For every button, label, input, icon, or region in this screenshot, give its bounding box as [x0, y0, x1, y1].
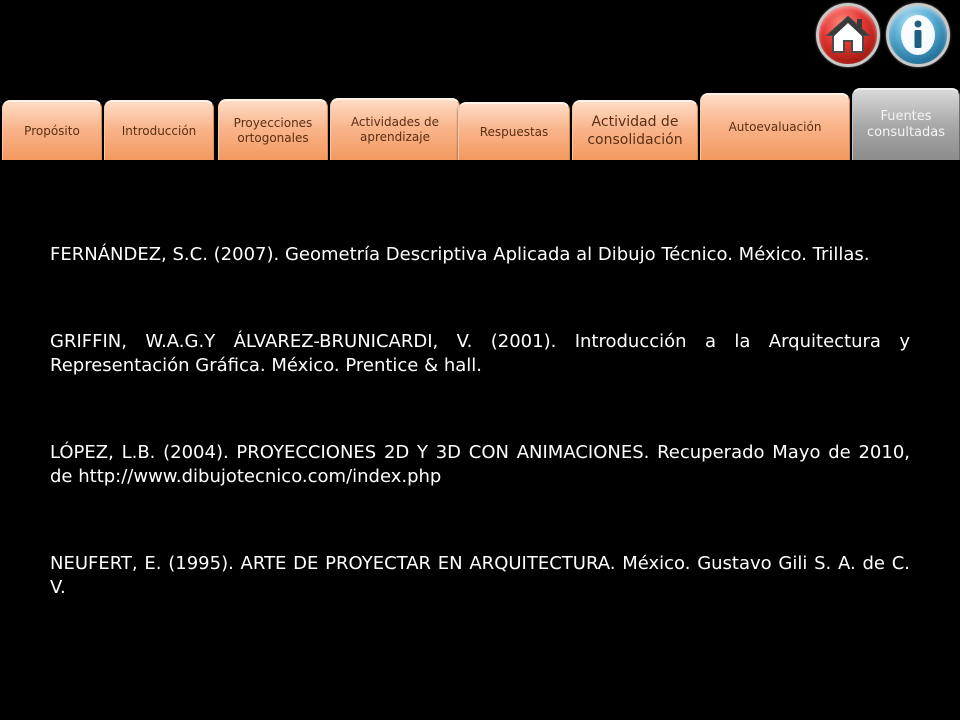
reference-entry: GRIFFIN, W.A.G.Y ÁLVAREZ-BRUNICARDI, V. (2001). Introducción a la Arquitectura y Representación Gráfica. México. Prentice & hall.	[50, 331, 910, 376]
tab-label: Actividades de aprendizaje	[350, 115, 440, 144]
reference-list	[50, 243, 910, 600]
reference-entry: NEUFERT, E. (1995). ARTE DE PROYECTAR EN ARQUITECTURA. México. Gustavo Gili S. A. de C. V.	[50, 553, 910, 598]
info-icon	[889, 6, 947, 64]
reference-entry: LÓPEZ, L.B. (2004). PROYECCIONES 2D Y 3D CON ANIMACIONES. Recuperado Mayo de 2010, de http://www.dibujotecnico.com/index.php	[50, 442, 910, 487]
reference-entry: FERNÁNDEZ, S.C. (2007). Geometría Descriptiva Aplicada al Dibujo Técnico. México. Trillas.	[50, 244, 870, 265]
tab-proposito[interactable]	[2, 100, 102, 160]
tab-autoevaluacion[interactable]	[700, 93, 850, 160]
tab-introduccion[interactable]	[104, 100, 214, 160]
home-button[interactable]	[816, 3, 880, 67]
tab-proyecciones-ortogonales[interactable]	[218, 99, 328, 160]
tab-actividades-de-aprendizaje[interactable]	[330, 98, 460, 160]
tab-label: Fuentes consultadas	[866, 109, 946, 140]
tab-fuentes-consultadas[interactable]	[852, 88, 960, 160]
tab-respuestas[interactable]	[458, 102, 570, 160]
tab-label: Respuestas	[479, 124, 549, 139]
home-icon	[819, 6, 877, 64]
tab-label: Proyecciones ortogonales	[233, 115, 313, 145]
info-button[interactable]	[886, 3, 950, 67]
tab-label: Autoevaluación	[728, 120, 822, 134]
tab-label: Introducción	[121, 123, 197, 138]
tab-label: Actividad de consolidación	[587, 114, 683, 148]
tab-actividad-de-consolidacion[interactable]	[572, 100, 698, 160]
tab-label: Propósito	[24, 123, 80, 138]
